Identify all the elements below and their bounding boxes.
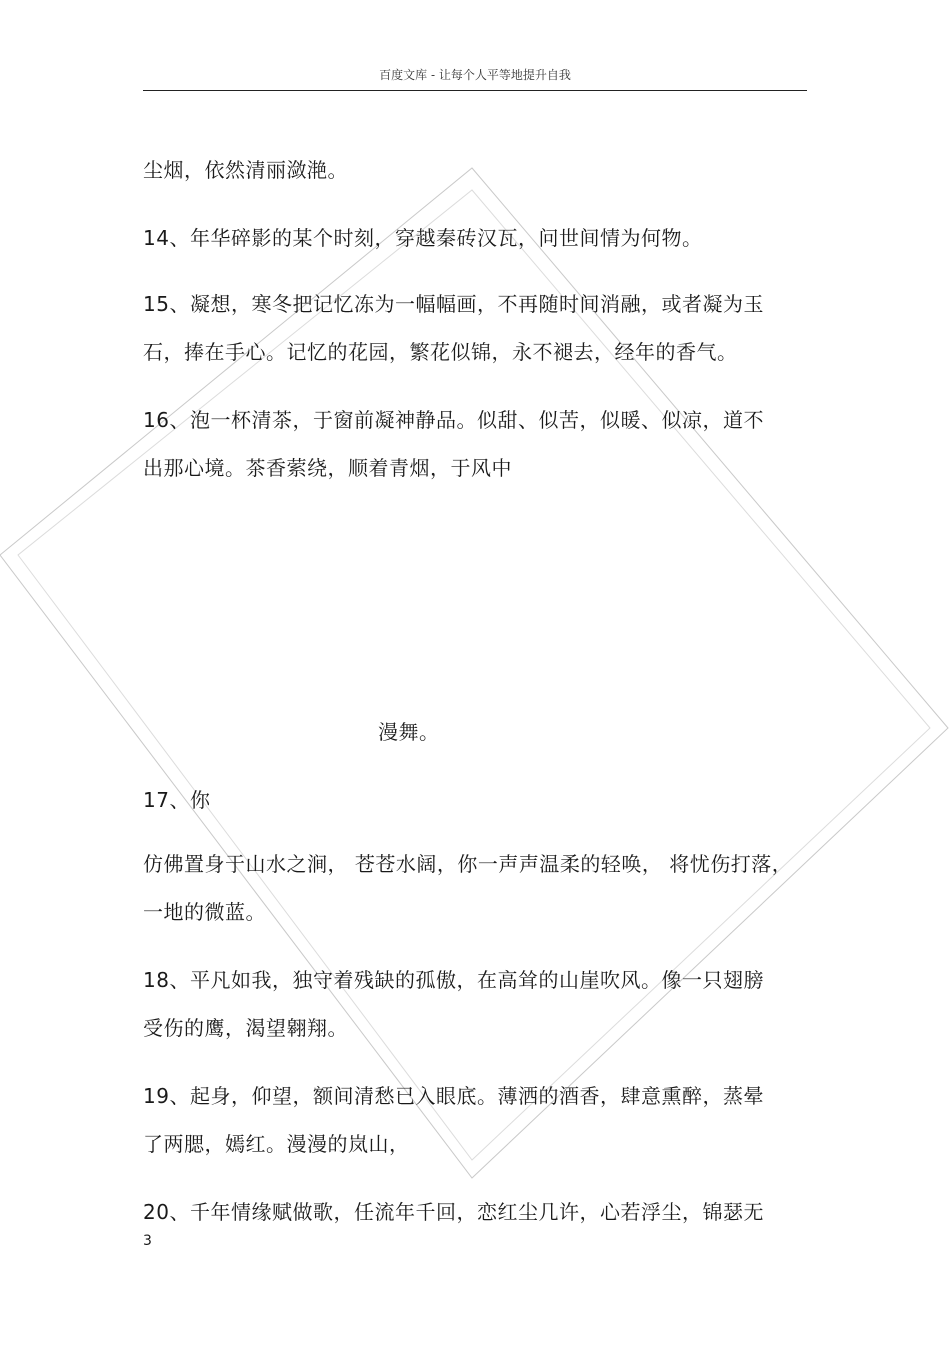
page-header: 百度文库 - 让每个人平等地提升自我 [379,68,571,82]
text-line: 仿佛置身于山水之涧， 苍苍水阔，你一声声温柔的轻唤， 将忧伤打落， [143,852,793,876]
text-line: 16、泡一杯清茶，于窗前凝神静品。似甜、似苦，似暖、似凉，道不 [143,408,764,432]
text-line: 17、你 [143,788,211,812]
text-line: 出那心境。茶香萦绕，顺着青烟，于风中 [143,456,512,480]
text-line: 一地的微蓝。 [143,900,266,924]
text-line: 尘烟，依然清丽潋滟。 [143,158,348,182]
page-number: 3 [143,1233,152,1249]
text-line: 了两腮，嫣红。漫漫的岚山， [143,1132,410,1156]
text-line: 石，捧在手心。记忆的花园，繁花似锦，永不褪去，经年的香气。 [143,340,738,364]
text-line: 受伤的鹰，渴望翱翔。 [143,1016,348,1040]
text-line: 15、凝想，寒冬把记忆冻为一幅幅画，不再随时间消融，或者凝为玉 [143,292,764,316]
text-line: 18、平凡如我，独守着残缺的孤傲，在高耸的山崖吹风。像一只翅膀 [143,968,764,992]
header-divider [143,90,807,91]
text-line: 漫舞。 [378,720,440,744]
text-line: 19、起身，仰望，额间清愁已入眼底。薄洒的酒香，肆意熏醉，蒸晕 [143,1084,764,1108]
text-line: 14、年华碎影的某个时刻，穿越秦砖汉瓦，问世间情为何物。 [143,226,703,250]
text-line: 20、千年情缘赋做歌，任流年千回，恋红尘几许，心若浮尘，锦瑟无 [143,1200,764,1224]
